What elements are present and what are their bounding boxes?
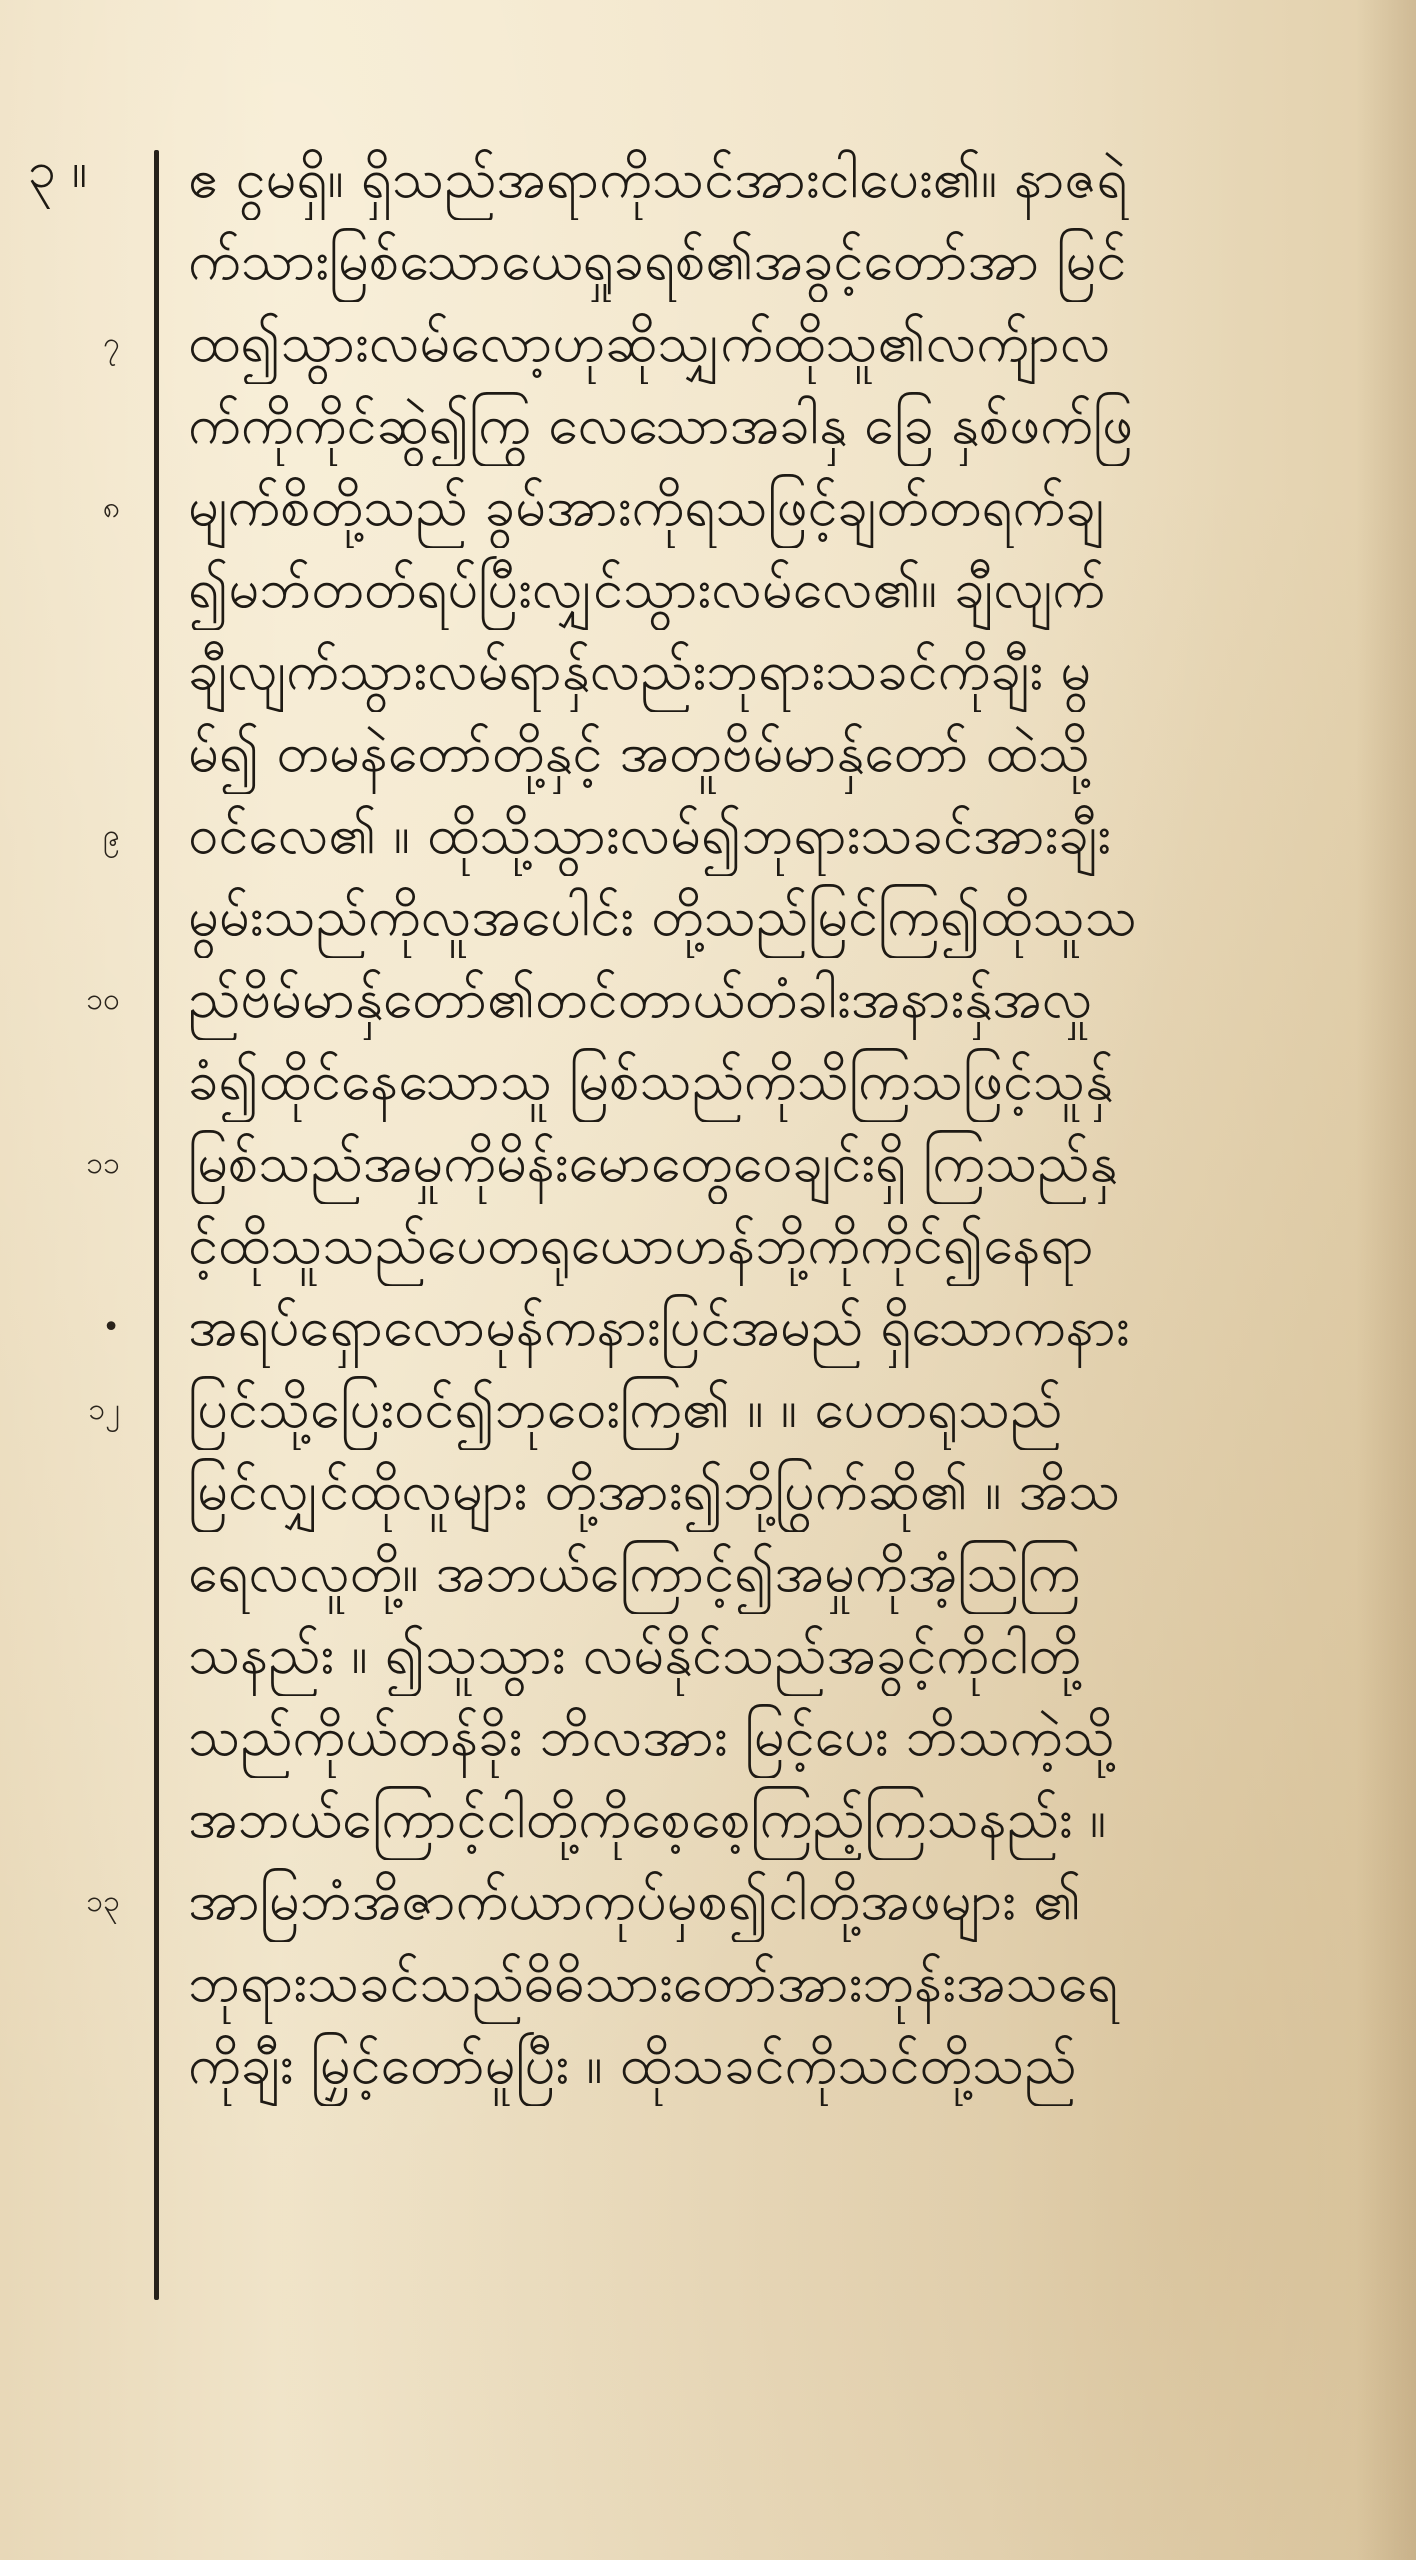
text-line: သနည်း ။ ၍သူသွား လမ်နိုင်သည်အခွင့်ကိုငါတို့ xyxy=(188,1623,1081,1686)
verse-number: ၁၃ xyxy=(86,1884,120,1919)
text-line: က်ကိုကိုင်ဆွဲ၍ကြွ လေသောအခါနှ ခြေ နှစ်ဖက်ဖြ xyxy=(188,393,1133,456)
text-line: အာမြဘံအိဇာက်ယာကုပ်မှစ၍ငါတို့အဖများ ၏ xyxy=(188,1869,1082,1932)
text-line: ခံ၍ထိုင်နေသောသူ မြစ်သည်ကိုသိကြသဖြင့်သူနှ် xyxy=(188,1049,1114,1112)
text-line: ဝင်လေ၏ ။ ထိုသို့သွားလမ်၍ဘုရားသခင်အားချီး xyxy=(188,803,1111,866)
text-line: အဘယ်ကြောင့်ငါတို့ကိုစေ့စေ့ကြည့်ကြသနည်း ။ xyxy=(188,1787,1107,1850)
text-line: မွမ်းသည်ကိုလူအပေါင်း တို့သည်မြင်ကြ၍ထိုသူသ xyxy=(188,885,1137,948)
verse-number: ၁၀ xyxy=(86,982,120,1017)
verse-number: • xyxy=(102,1310,120,1345)
text-line: မြင်လျှင်ထိုလူများ တို့အား၍ဘို့ပြွက်ဆို၏ ။ အိသ xyxy=(188,1459,1121,1522)
verse-number: ၇ xyxy=(103,326,120,361)
margin-rule xyxy=(154,150,159,2300)
text-line: ည်ဗိမ်မာနှ်တော်၏တင်တာယ်တံခါးအနားနှ်အလှု xyxy=(188,967,1093,1030)
text-line: အရပ်ရှောလောမုန်ကနားပြင်အမည် ရှိသောကနား xyxy=(188,1295,1130,1358)
text-line: င့်ထိုသူသည်ပေတရုယောဟန်ဘို့ကိုကိုင်၍နေရာ xyxy=(188,1213,1094,1276)
text-line: ရေလလူတို့။ အဘယ်ကြောင့်၍အမှုကိုအံ့ဩကြ xyxy=(188,1541,1081,1604)
text-line: မြစ်သည်အမှုကိုမိန်းမောတွေဝေချင်းရှိ ကြသည်နှ xyxy=(188,1131,1118,1194)
text-line: ထ၍သွားလမ်လော့ဟုဆိုသျှက်ထိုသူ၏လက်ျာလ xyxy=(188,311,1111,374)
text-line: ကိုချီး မြှင့်တော်မူပြီး ။ ထိုသခင်ကိုသင်တို့သည် xyxy=(188,2033,1077,2096)
text-line: ပြင်သို့ပြေးဝင်၍ဘုဝေးကြ၏ ။ ။ ပေတရုသည် xyxy=(188,1377,1063,1440)
verse-number: ၁၁ xyxy=(86,1146,120,1181)
text-line: သည်ကိုယ်တန်ခိုး ဘိလအား မြင့်ပေး ဘိသကဲ့သို့ xyxy=(188,1705,1115,1768)
body-text xyxy=(188,138,1388,2106)
text-line: ဧ ငွမရှိ။ ရှိသည်အရာကိုသင်အားငါပေး၏။ နာဇရဲ xyxy=(188,147,1128,210)
verse-number: ၁၂ xyxy=(88,1392,120,1427)
text-line: ဘုရားသခင်သည်ဓိဓိသားတော်အားဘုန်းအသရေ xyxy=(188,1951,1119,2014)
verse-number-column xyxy=(0,0,150,2560)
page-edge-shading xyxy=(1356,0,1416,2560)
text-line: ချီလျက်သွားလမ်ရာနှ်လည်းဘုရားသခင်ကိုချီး မွ xyxy=(188,639,1092,702)
text-line: က်သားမြစ်သောယေရှုခရစ်၏အခွင့်တော်အာ မြင် xyxy=(188,229,1127,292)
verse-number: ၈ xyxy=(102,490,120,525)
text-line: မ်၍ တမနဲတော်တို့နှင့် အတူဗိမ်မာနှ်တော် ထဲသို့ xyxy=(188,721,1090,784)
text-line: ၍မဘ်တတ်ရပ်ပြီးလျှင်သွားလမ်လေ၏။ ချီလျက် xyxy=(188,557,1106,620)
page-number: ၃ ။ xyxy=(28,141,88,199)
verse-number: ၉ xyxy=(103,818,120,853)
text-line: မျက်စိတို့သည် ခွမ်အားကိုရသဖြင့်ချတ်တရက်ချ xyxy=(188,475,1105,538)
